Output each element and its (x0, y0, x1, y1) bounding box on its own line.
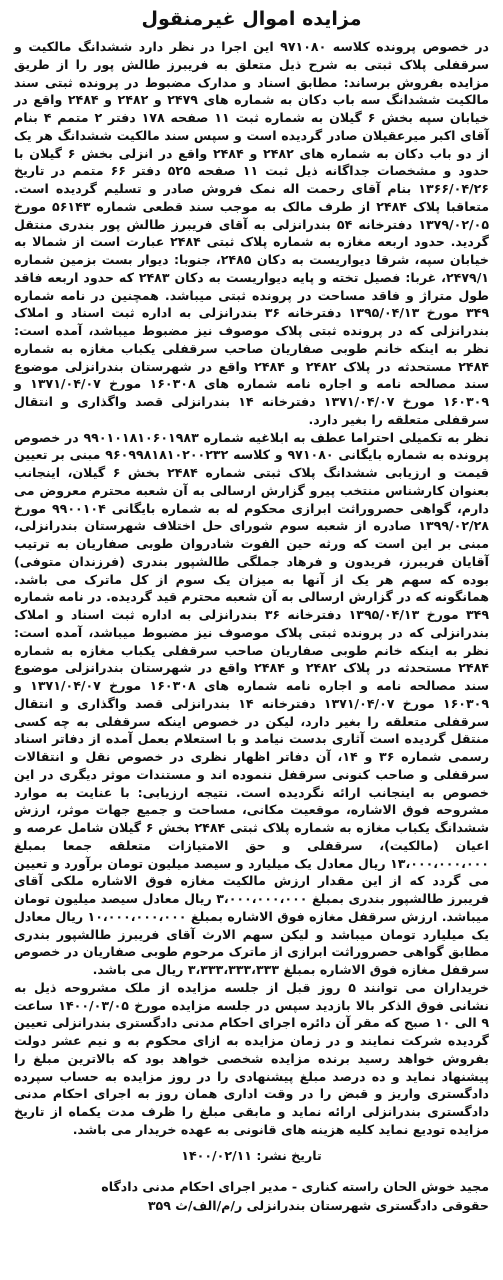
notice-paragraph-property-description: در خصوص پرونده کلاسه ۹۷۱۰۸۰ این اجرا در نظر دارد ششدانگ مالکیت و سرقفلی پلاک ثبتی به شرح ذیل متعلق به فریبرز طالش پور را از طریق مزایده بفروش برساند: مطابق اسناد و مدارک مضبوط در پرونده ثبتی سند مالکیت ششدانگ سه باب دکان به شماره های ۲۴۷۹ و ۲۴۸۲ و ۲۴۸۴ واقع در خیابان سپه بخش ۶ گیلان به شماره ثبت ۱۱ صفحه ۱۷۸ دفتر ۲ متمم ۴ بنام آقای اکبر میرعقیلان صادر گردیده است و سپس سند مالکیت ششدانگ هر یک از دو باب دکان به شماره های ۲۴۸۲ و ۲۴۸۴ واقع در انزلی بخش ۶ گیلان با حدود و مشخصات جداگانه ذیل ثبت ۱۱ صفحه ۵۲۵ دفتر ۶۶ متمم در تاریخ ۱۳۶۶/۰۴/۲۶ بنام آقای رحمت اله نمک فروش صادر و تسلیم گردیده است. متعاقبا پلاک ۲۴۸۴ از طرف مالک به موجب سند قطعی شماره ۵۶۱۴۳ مورخ ۱۳۷۹/۰۲/۰۵ دفترخانه ۵۴ بندرانزلی به آقای فریبرز طالش پور بندری منتقل گردید. حدود اربعه مغازه به شماره پلاک ثبتی ۲۴۸۴ عبارت است از شمالا به خیابان سپه، شرقا دیواریست به دکان ۲۴۸۵، جنوبا: دیوار بست بزمین شماره ۲۴۷۹/۱، غربا: فصیل تخته و پایه دیواریست به دکان ۲۴۸۳ که حدود اربعه فاقد طول متراژ و فاقد مساحت در پرونده ثبتی میباشد. همچنین در نامه شماره ۳۴۹ مورخ ۱۳۹۵/۰۴/۱۳ دفترخانه ۳۶ بندرانزلی به اداره ثبت اسناد و املاک بندرانزلی که در پرونده ثبتی پلاک موصوف نیز مضبوط میباشد، آمده است: نظر به اینکه خانم طوبی صفاریان صاحب سرقفلی یکباب مغازه به شماره ۲۴۸۴ مستحدثه در پلاک ۲۴۸۲ و ۲۴۸۴ واقع در شهرستان بندرانزلی موضوع سند مصالحه نامه و اجاره نامه شماره های ۱۶۰۳۰۸ مورخ ۱۳۷۱/۰۴/۰۷ و ۱۶۰۳۰۹ مورخ ۱۳۷۱/۰۴/۰۷ دفترخانه ۱۴ بندرانزلی قصد واگذاری و انتقال سرقفلی متعلقه را بغیر دارد. (14, 39, 490, 427)
notice-body (14, 38, 489, 1139)
signature-block (14, 1177, 489, 1215)
notice-title: مزایده اموال غیرمنقول (141, 8, 362, 30)
publish-date: تاریخ نشر: ۱۴۰۰/۰۲/۱۱ (181, 1147, 322, 1163)
notice-paragraph-expert-valuation: نظر به تکمیلی احتراما عطف به ابلاغیه شماره ۹۹۰۱۰۱۸۱۰۶۰۱۹۸۳ در خصوص پرونده به شماره بایگانی ۹۷۱۰۸۰ و کلاسه ۹۶۰۹۹۸۱۸۱۰۲۰۰۲۳۲ مبنی بر تعیین قیمت و ارزیابی ششدانگ پلاک ثبتی شماره ۲۴۸۴ بخش ۶ گیلان، اینجانب بعنوان کارشناس منتخب پیرو گزارش ارسالی به آن شعبه محترم معروض می دارم، گواهی حصروراثت ابرازی محکوم له به شماره بایگانی ۹۹۰۰۱۰۴ مورخ ۱۳۹۹/۰۲/۲۸ صادره از شعبه سوم شورای حل اختلاف شهرستان بندرانزلی، مبنی بر این است که ورثه حین الفوت شادروان طوبی صفاریان به ترتیب آقایان فریبرز، فریدون و فرهاد جملگی طالشپور بندری (فرزندان متوفی) بوده که سهم هر یک از آنها به میزان یک سوم از کل ماترک می باشد. همانگونه که در گزارش ارسالی به آن شعبه محترم قید گردیده. در نامه شماره ۳۴۹ مورخ ۱۳۹۵/۰۴/۱۳ دفترخانه ۳۶ بندرانزلی به اداره ثبت اسناد و املاک بندرانزلی که در پرونده ثبتی پلاک موصوف نیز مضبوط میباشد، آمده است: نظر به اینکه خانم طوبی صفاریان صاحب سرقفلی یکباب مغازه به شماره ۲۴۸۴ مستحدثه در پلاک ۲۴۸۲ و ۲۴۸۴ واقع در شهرستان بندرانزلی موضوع سند مصالحه نامه و اجاره نامه شماره های ۱۶۰۳۰۸ مورخ ۱۳۷۱/۰۴/۰۷ و ۱۶۰۳۰۹ مورخ ۱۳۷۱/۰۴/۰۷ دفترخانه ۱۴ بندرانزلی قصد واگذاری و انتقال سرقفلی متعلقه را بغیر دارد، لیکن در خصوص اینکه سرقفلی به چه کسی منتقل گردیده است آثاری بدست نیامد و با استعلام بعمل آمده از دفاتر اسناد رسمی شماره ۳۶ و ۱۴، آن دفاتر اظهار نظری در خصوص نقل و انتقالات سرقفلی و صاحب کنونی سرقفل ننموده اند و مستندات موثر دیگری در این خصوص به اینجانب ارائه نگردیده است. نتیجه ارزیابی: با عنایت به موارد مشروحه فوق الاشاره، موقعیت مکانی، مساحت و جمیع جهات موثر، ارزش ششدانگ یکباب مغازه به شماره پلاک ثبتی ۲۴۸۴ بخش ۶ گیلان شامل عرصه و اعیان (مالکیت)، سرقفلی و حق الامتیازات متعلقه جمعا بمبلغ ۱۳،۰۰۰،۰۰۰،۰۰۰ ریال معادل یک میلیارد و سیصد میلیون تومان برآورد و تعیین می گردد که از این مقدار ارزش مالکیت مغازه فوق الاشاره ملکی آقای فریبرز طالشپور بندری بمبلغ ۳،۰۰۰،۰۰۰،۰۰۰ ریال معادل سیصد میلیون تومان میباشد. ارزش سرقفل مغازه فوق الاشاره بمبلغ ۱۰،۰۰۰،۰۰۰،۰۰۰ ریال معادل یک میلیارد تومان میباشد و لیکن سهم الارث آقای فریبرز طالشپور بندری مطابق گواهی حصروراثت ابرازی از ماترک مرحوم طوبی صفاریان در خصوص سرقفل مغازه فوق الاشاره بمبلغ ۳،۳۳۳،۳۳۳،۳۳۳ ریال می باشد. (14, 429, 490, 977)
signature-line-2: حقوقی دادگستری شهرستان بندرانزلی ر/م/الف/ث ۳۵۹ (147, 1197, 489, 1213)
notice-paragraph-auction-terms: خریداران می توانند ۵ روز قبل از جلسه مزایده از ملک مشروحه ذیل به نشانی فوق الذکر بالا بازدید سپس در جلسه مزایده مورخ ۱۴۰۰/۰۳/۰۵ ساعت ۹ الی ۱۰ صبح که مقر آن دائره اجرای احکام مدنی دادگستری بندرانزلی تعیین گردیده شرکت نمایند و در زمان مزایده به ازای محکوم به و نیم عشر دولت بفروش خواهد رسید برنده مزایده شخصی خواهد بود که بالاترین مبلغ را پیشنهاد نماید و ده درصد مبلغ پیشنهادی را در روز مزایده به حساب سپرده دادگستری واریز و قبض را در وقت اداری همان روز به اجرای احکام مدنی دادگستری بندرانزلی ارائه نماید و مابقی مبلغ را ظرف مدت یکماه از تاریخ مزایده تودیع نماید کلیه هزینه های قانونی به عهده خریدار می باشد. (14, 979, 489, 1137)
signature-line-1: مجید خوش الحان راسته کناری - مدیر اجرای احکام مدنی دادگاه (101, 1178, 489, 1194)
